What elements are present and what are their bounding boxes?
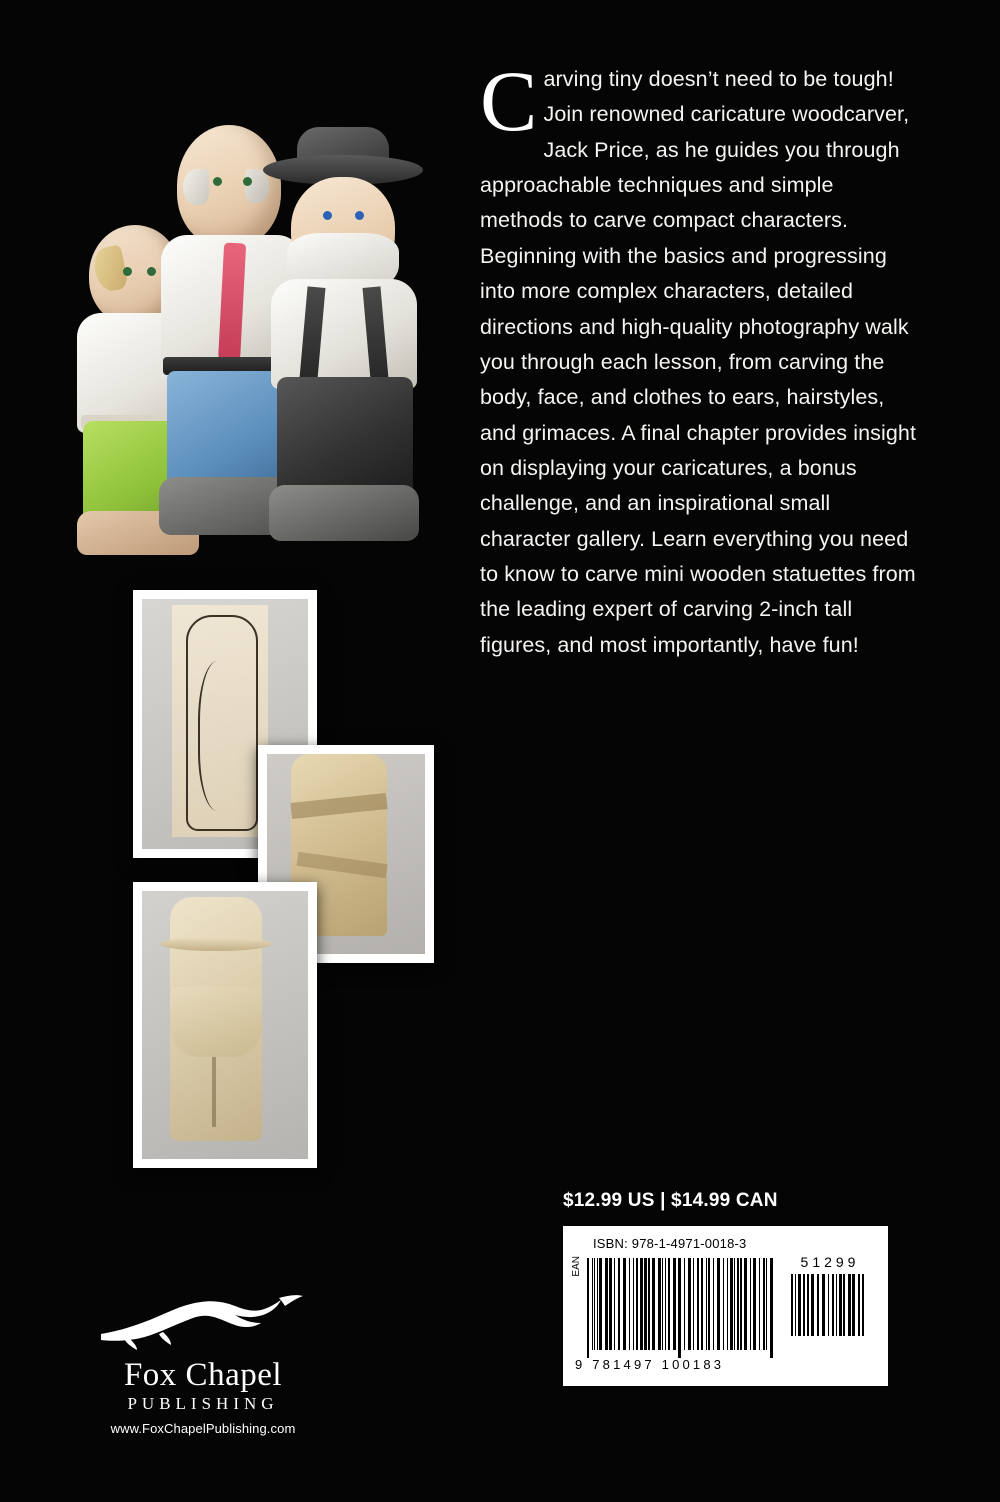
ean-barcode-bars: [587, 1258, 773, 1358]
shaped-figure-leg-split: [212, 1057, 216, 1127]
shaped-figure-hat-brim: [160, 937, 272, 951]
figure-c-shoes: [269, 485, 419, 541]
barcode-block: [563, 1226, 888, 1386]
figure-a-eye-left: [123, 267, 132, 276]
price-text: $12.99 US | $14.99 CAN: [563, 1190, 778, 1211]
figure-c-eye-right: [355, 211, 364, 220]
ean-digits: 9 781497 100183: [575, 1357, 725, 1372]
figure-b-eye-right: [243, 177, 252, 186]
figure-hat-overalls: [263, 155, 423, 555]
fox-logo-icon: [93, 1290, 313, 1352]
publisher-block: [78, 1290, 328, 1436]
figure-a-eye-right: [147, 267, 156, 276]
publisher-url[interactable]: www.FoxChapelPublishing.com: [110, 1420, 296, 1436]
figure-c-overalls: [277, 377, 413, 497]
blurb-text: arving tiny doesn’t need to be tough! Join renowned caricature woodcarver, Jack Price, as he guides you through approachable techniques and simple methods to carve compact characters. Beginning with the basics and progressing into more complex characters, detailed directions and high-quality photography walk you through each lesson, from carving the body, face, and clothes to ears, hairstyles, and grimaces. A final chapter provides insight on displaying your caricatures, a bonus challenge, and an inspirational small character gallery. Learn everything you need to know to carve mini wooden statuettes from the leading expert of carving 2-inch tall figures, and most importantly, have fun!: [480, 67, 917, 657]
figure-c-eye-left: [323, 211, 332, 220]
addon-digits: 51299: [800, 1254, 860, 1270]
blurb-dropcap: C: [480, 53, 538, 149]
publisher-name: Fox Chapel: [123, 1357, 283, 1393]
figure-b-hair-left: [183, 169, 209, 205]
three-carved-caricature-figures-photo: [55, 55, 445, 555]
ean-label: EAN: [571, 1256, 582, 1277]
back-cover-blurb: [480, 53, 920, 663]
isbn-text: ISBN: 978-1-4971-0018-3: [593, 1236, 747, 1251]
publisher-subtitle: PUBLISHING: [127, 1393, 279, 1413]
shaped-figure-coat: [170, 987, 262, 1057]
photo-3-inner: [142, 891, 308, 1159]
figure-c-shirt: [271, 279, 417, 389]
addon-barcode-bars: [791, 1274, 867, 1344]
shaped-carving-photo: [133, 882, 317, 1168]
figure-b-eye-left: [213, 177, 222, 186]
pattern-outline: [186, 615, 258, 831]
